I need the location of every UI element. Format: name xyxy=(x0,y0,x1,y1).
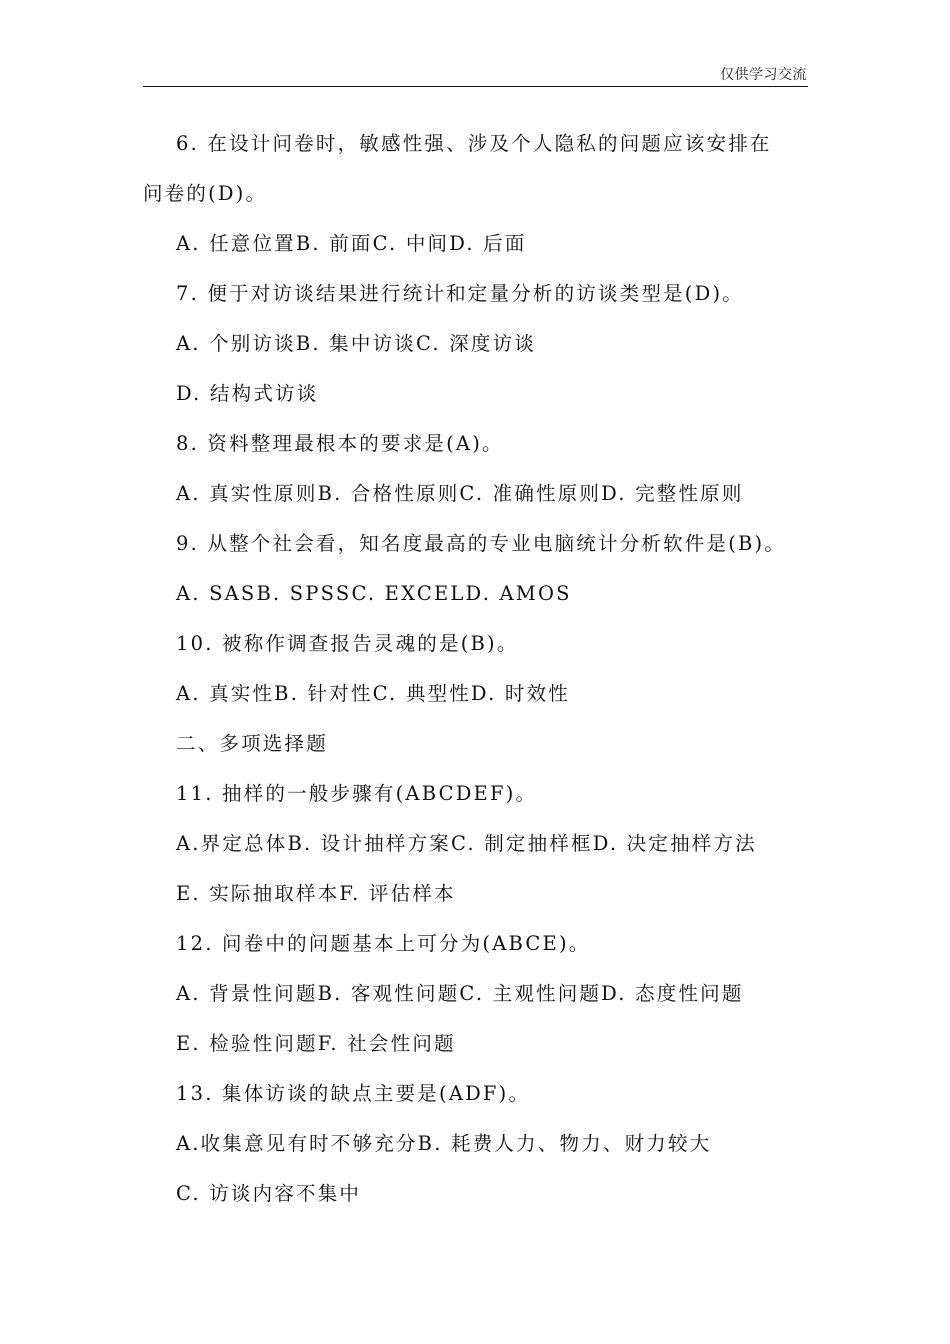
text-line-q6-cont: 问卷的(D)。 xyxy=(143,182,268,205)
options-line-q13-cont: C. 访谈内容不集中 xyxy=(176,1182,362,1205)
options-line-q11: A.界定总体B. 设计抽样方案C. 制定抽样框D. 决定抽样方法 xyxy=(176,832,757,855)
text-line-q8: 8. 资料整理最根本的要求是(A)。 xyxy=(176,432,504,455)
text-line-q11: 11. 抽样的一般步骤有(ABCDEF)。 xyxy=(176,782,538,805)
options-line-q9: A. SASB. SPSSC. EXCELD. AMOS xyxy=(176,582,572,605)
options-line-q10: A. 真实性B. 针对性C. 典型性D. 时效性 xyxy=(176,682,570,705)
text-line-q7: 7. 便于对访谈结果进行统计和定量分析的访谈类型是(D)。 xyxy=(176,282,744,305)
header-note: 仅供学习交流 xyxy=(720,67,807,83)
options-line-q12-cont: E. 检验性问题F. 社会性问题 xyxy=(176,1032,456,1055)
text-line-q9: 9. 从整个社会看，知名度最高的专业电脑统计分析软件是(B)。 xyxy=(176,532,787,555)
text-line-q6: 6. 在设计问卷时，敏感性强、涉及个人隐私的问题应该安排在 xyxy=(176,132,772,155)
options-line-q12: A. 背景性问题B. 客观性问题C. 主观性问题D. 态度性问题 xyxy=(176,982,744,1005)
text-line-q10: 10. 被称作调查报告灵魂的是(B)。 xyxy=(176,632,519,655)
document-body xyxy=(143,132,808,1232)
options-line-q8: A. 真实性原则B. 合格性原则C. 准确性原则D. 完整性原则 xyxy=(176,482,744,505)
section-heading: 二、多项选择题 xyxy=(176,732,328,755)
options-line-q7: A. 个别访谈B. 集中访谈C. 深度访谈 xyxy=(176,332,537,355)
options-line-q13: A.收集意见有时不够充分B. 耗费人力、物力、财力较大 xyxy=(176,1132,712,1155)
options-line-q7-cont: D. 结构式访谈 xyxy=(176,382,319,405)
options-line-q6: A. 任意位置B. 前面C. 中间D. 后面 xyxy=(176,232,527,255)
header-rule xyxy=(143,86,808,87)
text-line-q13: 13. 集体访谈的缺点主要是(ADF)。 xyxy=(176,1082,531,1105)
text-line-q12: 12. 问卷中的问题基本上可分为(ABCE)。 xyxy=(176,932,591,955)
options-line-q11-cont: E. 实际抽取样本F. 评估样本 xyxy=(176,882,456,905)
